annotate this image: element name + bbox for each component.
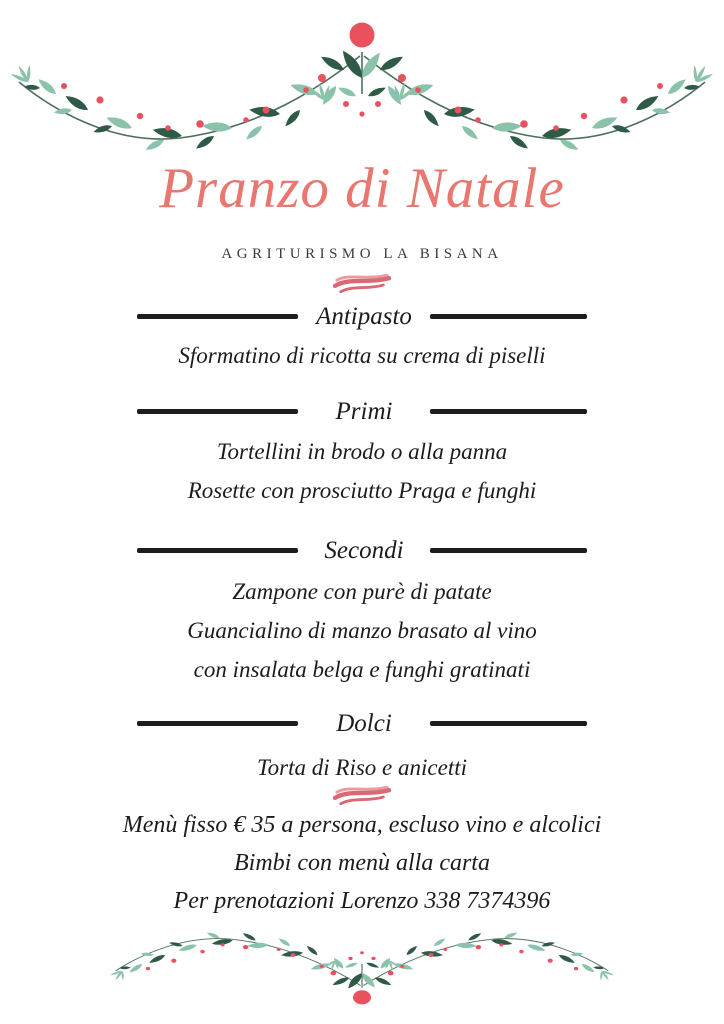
divider-line: [430, 721, 587, 726]
section-items-secondi: [0, 572, 724, 689]
section-title-secondi: Secondi: [324, 536, 404, 564]
floral-garland-flipped-icon: [102, 920, 622, 1016]
divider-line: [137, 314, 298, 319]
menu-item-dolci-1: Torta di Riso e anicetti: [257, 755, 467, 780]
menu-title: Pranzo di Natale: [159, 157, 565, 220]
menu-item-primi-1: Tortellini in brodo o alla panna: [216, 439, 508, 464]
wave-swash-icon: [333, 272, 391, 296]
divider-line: [137, 409, 298, 414]
section-header-dolci: [0, 710, 724, 736]
section-header-secondi: [0, 537, 724, 563]
divider-line: [430, 314, 587, 319]
wave-swash-icon: [333, 784, 391, 808]
divider-line: [137, 548, 298, 553]
kids-menu-line: Bimbi con menù alla carta: [234, 850, 490, 876]
section-header-primi: [0, 398, 724, 424]
venue-name: AGRITURISMO LA BISANA: [221, 246, 503, 262]
section-header-antipasto: [0, 303, 724, 329]
section-items-dolci: [0, 748, 724, 787]
fixed-menu-price-line: Menù fisso € 35 a persona, escluso vino e alcolici: [122, 812, 602, 838]
section-items-primi: [0, 432, 724, 510]
divider-line: [430, 409, 587, 414]
reservation-phone-line: Per prenotazioni Lorenzo 338 7374396: [173, 888, 551, 914]
section-title-primi: Primi: [335, 397, 393, 425]
divider-line: [137, 721, 298, 726]
section-title-antipasto: Antipasto: [316, 302, 412, 330]
menu-footer: [0, 806, 724, 920]
menu-item-primi-2: Rosette con prosciutto Praga e funghi: [187, 478, 537, 503]
menu-item-secondi-2: Guancialino di manzo brasato al vino: [187, 618, 537, 643]
menu-item-antipasto-1: Sformatino di ricotta su crema di piselli: [178, 343, 546, 368]
section-items-antipasto: [0, 336, 724, 376]
divider-line: [430, 548, 587, 553]
menu-item-secondi-3: con insalata belga e funghi gratinati: [193, 657, 531, 682]
floral-garland-icon: [0, 2, 724, 172]
section-title-dolci: Dolci: [336, 709, 392, 737]
menu-item-secondi-1: Zampone con purè di patate: [232, 579, 492, 604]
